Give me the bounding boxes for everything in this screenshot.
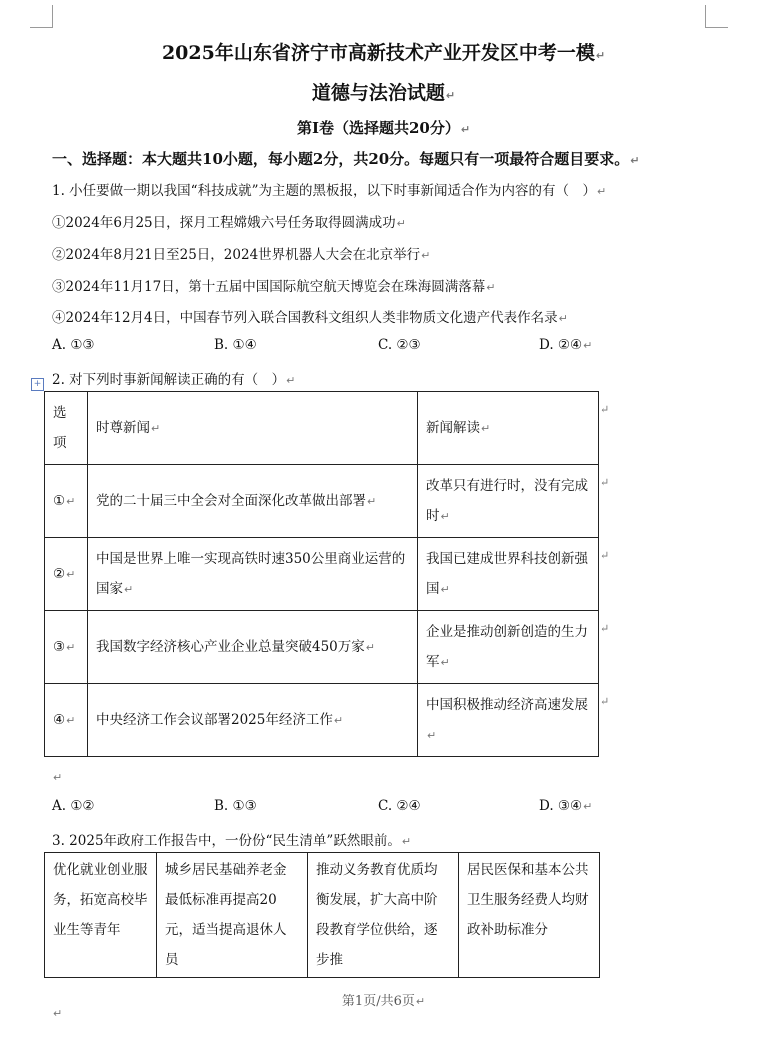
table-row bbox=[45, 465, 599, 538]
q3-stem: 3. 2025年政府工作报告中，一份份“民生清单”跃然眼前。↵ bbox=[52, 833, 412, 849]
table-row bbox=[45, 611, 599, 684]
q2-option-c: C. ②④ bbox=[378, 798, 421, 814]
table-move-handle-icon[interactable]: + bbox=[31, 378, 44, 391]
row-reading: 企业是推动创新创造的生力军↵ bbox=[418, 611, 599, 684]
row-number: ①↵ bbox=[45, 465, 88, 538]
row-reading: 中国积极推动经济高速发展↵ bbox=[418, 684, 599, 757]
q1-item: ④2024年12月4日，中国春节列入联合国教科文组织人类非物质文化遗产代表作名录↵ bbox=[52, 310, 568, 326]
table-header-row bbox=[45, 392, 599, 465]
header-cell-reading: 新闻解读↵ bbox=[418, 392, 599, 465]
row-news: 中央经济工作会议部署2025年经济工作↵ bbox=[88, 684, 418, 757]
section-heading: 一、选择题：本大题共10小题，每小题2分，共20分。每题只有一项最符合题目要求。↵ bbox=[52, 150, 640, 168]
header-cell-news: 时尊新闻↵ bbox=[88, 392, 418, 465]
volume-heading: 第I卷（选择题共20分）↵ bbox=[296, 119, 471, 137]
livelihood-table bbox=[44, 852, 600, 978]
crop-mark-top-left bbox=[30, 5, 53, 28]
row-number: ③↵ bbox=[45, 611, 88, 684]
q2-option-a: A. ①② bbox=[52, 798, 95, 814]
empty-paragraph: ↵ bbox=[53, 771, 63, 784]
row-news: 中国是世界上唯一实现高铁时速350公里商业运营的国家↵ bbox=[88, 538, 418, 611]
exam-title: 2025年山东省济宁市高新技术产业开发区中考一模↵ bbox=[161, 42, 606, 64]
table-row bbox=[45, 538, 599, 611]
q1-option-b: B. ①④ bbox=[214, 337, 257, 353]
row-reading: 改革只有进行时，没有完成时↵ bbox=[418, 465, 599, 538]
row-end-mark: ↵ bbox=[600, 549, 610, 562]
q1-item: ②2024年8月21日至25日，2024世界机器人大会在北京举行↵ bbox=[52, 247, 431, 263]
table-row bbox=[45, 853, 600, 978]
q1-item: ①2024年6月25日，探月工程嫦娥六号任务取得圆满成功↵ bbox=[52, 215, 406, 231]
q1-option-a: A. ①③ bbox=[52, 337, 95, 353]
table-row bbox=[45, 684, 599, 757]
row-news: 党的二十届三中全会对全面深化改革做出部署↵ bbox=[88, 465, 418, 538]
page-footer: 第1页/共6页↵ bbox=[341, 994, 426, 1009]
header-cell-option: 选项 bbox=[45, 392, 88, 465]
q1-stem: 1. 小任要做一期以我国“科技成就”为主题的黑板报，以下时事新闻适合作为内容的有（ ）↵ bbox=[52, 183, 607, 199]
q2-stem: 2. 对下列时事新闻解读正确的有（ ）↵ bbox=[52, 372, 296, 388]
row-number: ②↵ bbox=[45, 538, 88, 611]
q1-option-d: D. ②④↵ bbox=[539, 337, 593, 353]
crop-mark-top-right bbox=[705, 5, 728, 28]
q1-options bbox=[52, 337, 612, 357]
livelihood-cell: 城乡居民基础养老金最低标准再提高20元，适当提高退休人员 bbox=[157, 853, 308, 978]
q2-option-b: B. ①③ bbox=[214, 798, 257, 814]
row-news: 我国数字经济核心产业企业总量突破450万家↵ bbox=[88, 611, 418, 684]
exam-subject: 道德与法治试题↵ bbox=[311, 82, 456, 104]
livelihood-cell: 推动义务教育优质均衡发展，扩大高中阶段教育学位供给，逐步推 bbox=[308, 853, 459, 978]
row-end-mark: ↵ bbox=[600, 403, 610, 416]
q2-option-d: D. ③④↵ bbox=[539, 798, 593, 814]
q1-item: ③2024年11月17日，第十五届中国国际航空航天博览会在珠海圆满落幕↵ bbox=[52, 279, 496, 295]
empty-paragraph: ↵ bbox=[53, 1007, 63, 1020]
q2-options bbox=[52, 798, 612, 818]
news-table bbox=[44, 391, 599, 757]
row-number: ④↵ bbox=[45, 684, 88, 757]
row-end-mark: ↵ bbox=[600, 622, 610, 635]
livelihood-cell: 优化就业创业服务，拓宽高校毕业生等青年 bbox=[45, 853, 157, 978]
q1-option-c: C. ②③ bbox=[378, 337, 421, 353]
row-reading: 我国已建成世界科技创新强国↵ bbox=[418, 538, 599, 611]
livelihood-cell: 居民医保和基本公共卫生服务经费人均财政补助标准分 bbox=[459, 853, 600, 978]
row-end-mark: ↵ bbox=[600, 476, 610, 489]
row-end-mark: ↵ bbox=[600, 695, 610, 708]
